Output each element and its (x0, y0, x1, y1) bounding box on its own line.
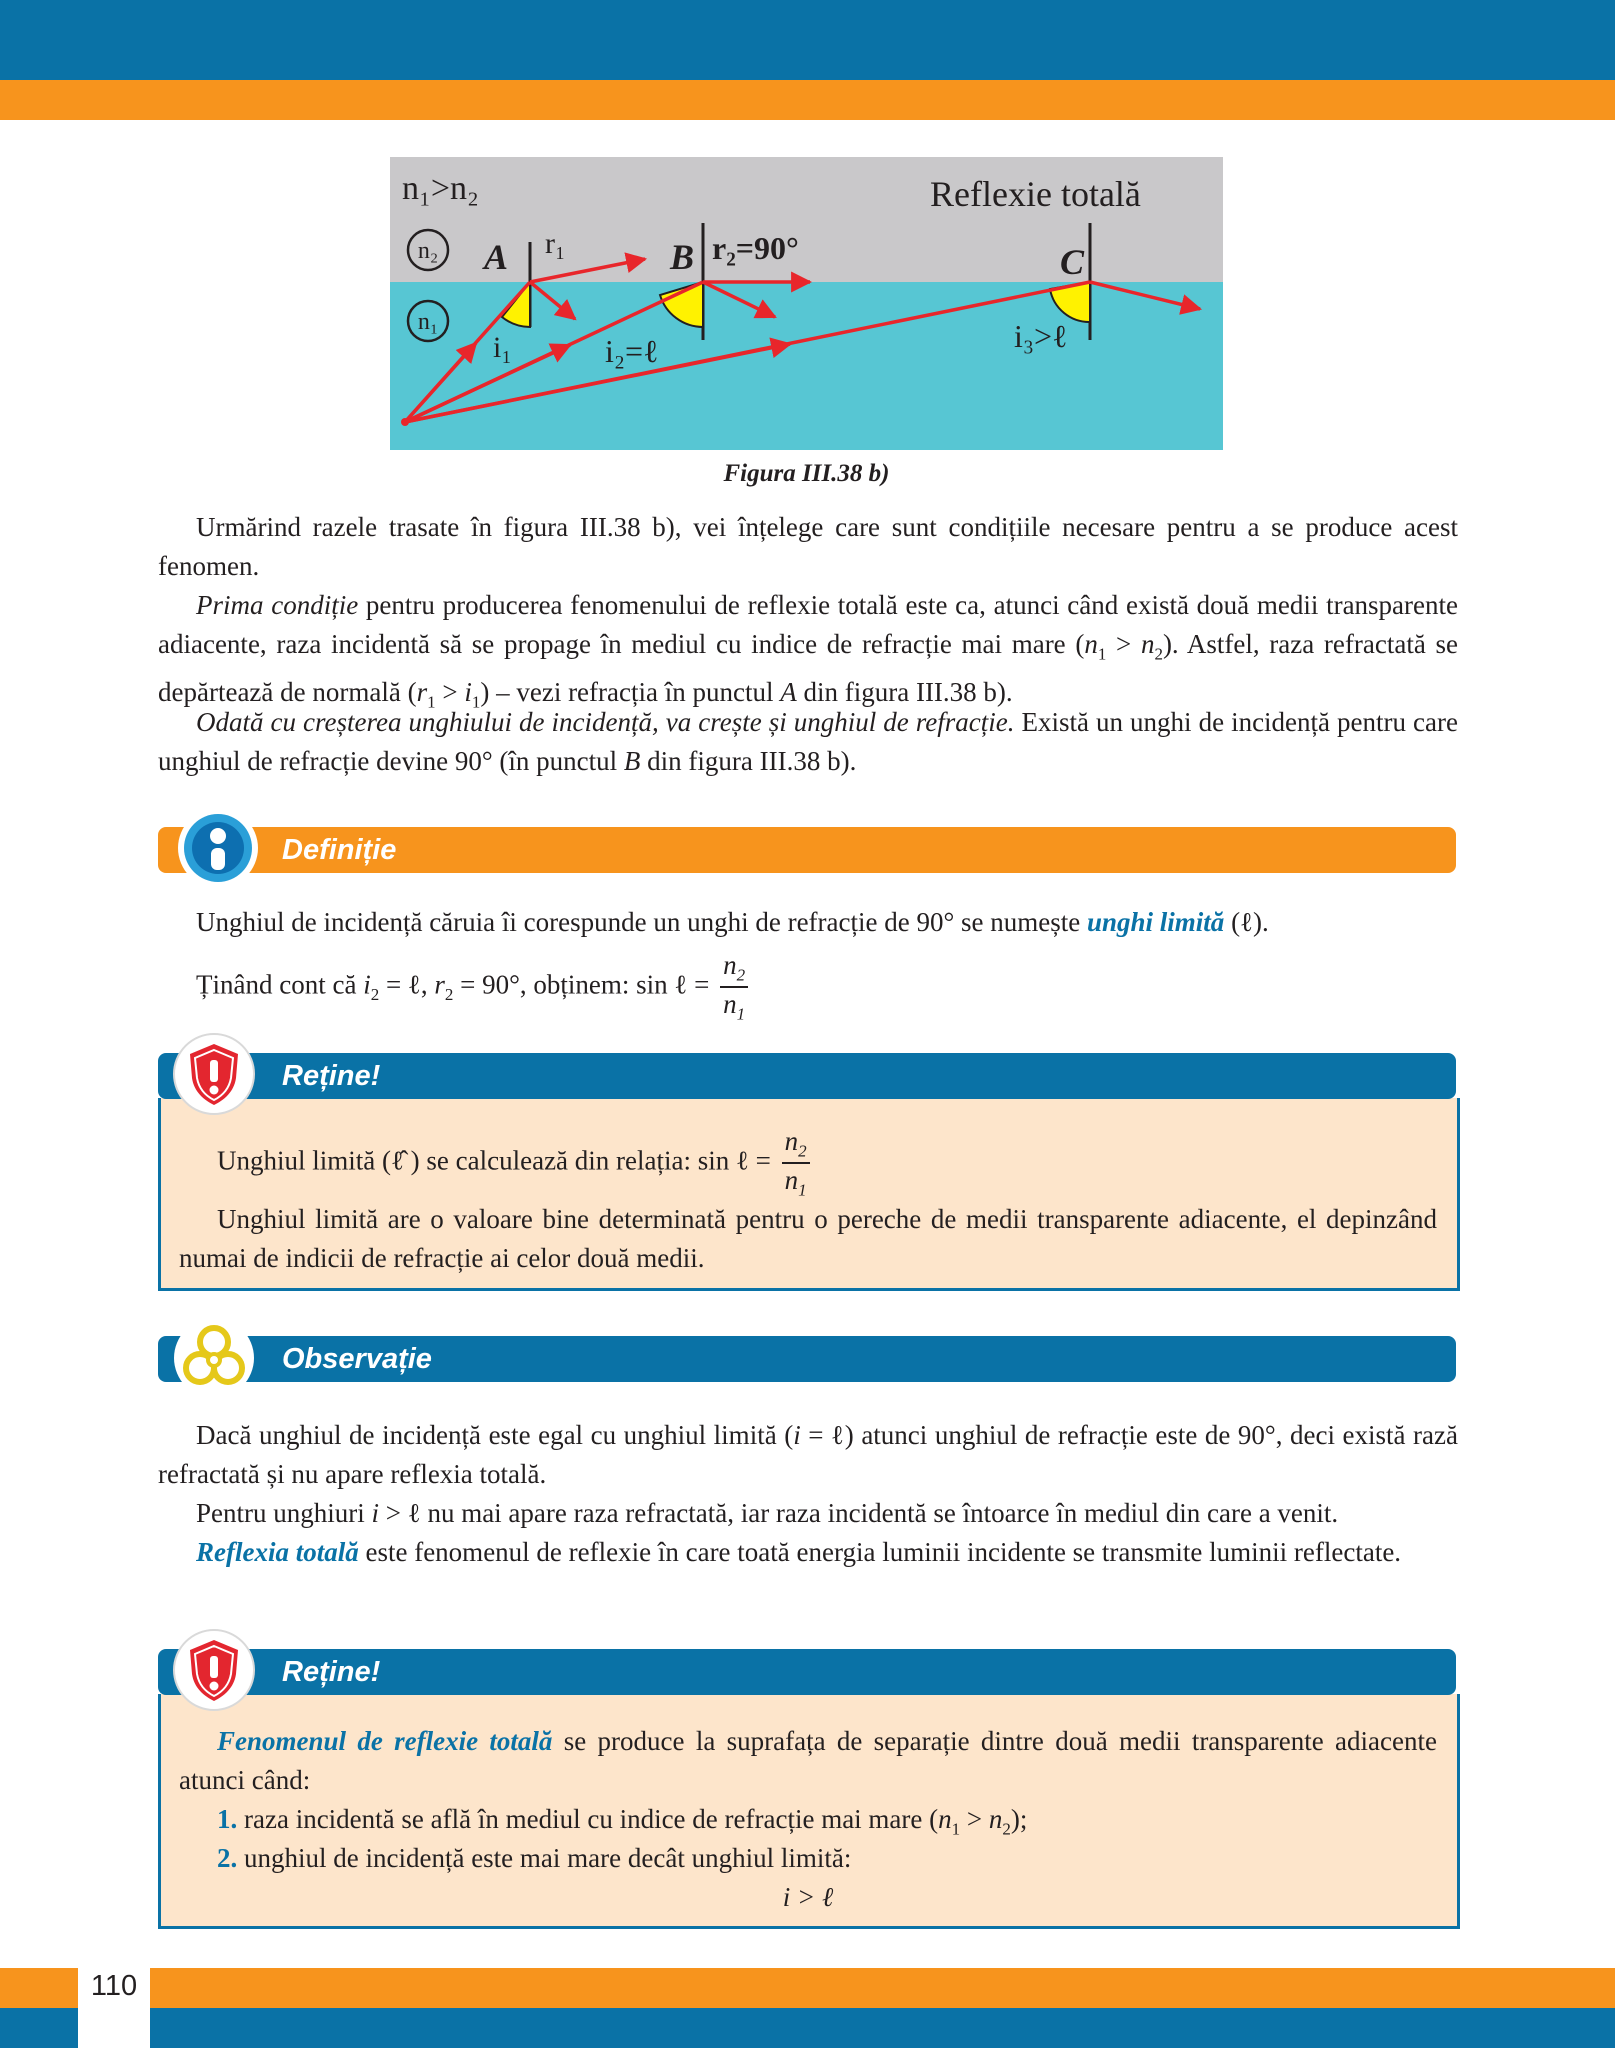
label-i1: i₁ (493, 331, 512, 364)
incidence-growth-text: Există un unghi de incidență pentru care unghiul de refracție devine 90° (în punctul (158, 707, 1458, 776)
retine2-title: Reține! (282, 1656, 381, 1688)
info-icon (176, 806, 260, 890)
label-r1: r₁ (545, 227, 566, 260)
first-condition-text: pentru producerea fenomenului de reflexie totală este ca, atunci când există două medii transparente adiacente, raza incidentă să se propage în mediul cu indice de refracție mai mare ( (158, 590, 1458, 659)
retine1-line1 (179, 1128, 1437, 1199)
retine2-header (158, 1649, 1456, 1695)
item2-number: 2. (217, 1843, 238, 1873)
retine1-header (158, 1053, 1456, 1099)
observatie-p2-b: nu mai apare raza refractată, iar raza incidentă se întoarce în mediul din care a venit. (420, 1498, 1339, 1528)
retine1-line1-text: Unghiul limită (ℓ̂ ) se calculează din relația: sin ℓ = (217, 1145, 771, 1176)
warning-shield-icon-2 (172, 1628, 256, 1712)
page-number: 110 (90, 1970, 138, 2002)
label-reflexie-totala: Reflexie totală (930, 174, 1141, 214)
definitie-title: Definiție (282, 834, 397, 866)
retine1-line2 (179, 1200, 1437, 1278)
biohazard-icon (172, 1316, 256, 1400)
formula-mid: , obținem: sin ℓ = (519, 969, 710, 1000)
label-r2: r₂=90° (712, 230, 799, 266)
item1-number: 1. (217, 1804, 238, 1834)
retine2-item2 (179, 1839, 1437, 1878)
observatie-p1-b: ) atunci unghiul de refracție este de 90°, deci există rază refractată și nu apare reflexia totală. (158, 1420, 1458, 1489)
sin-limit-fraction: $\frac{n_2}{n_1}$ (720, 952, 748, 1023)
formula-lead: Ținând cont că (196, 969, 364, 1000)
retine2-item1: 1. raza incidentă se află în mediul cu indice de refracție mai mare $(n_1 > n_2)$; (217, 1804, 1028, 1839)
observatie-p3 (158, 1533, 1458, 1572)
paragraph-first-condition: Prima condiție pentru producerea fenomenului de reflexie totală este ca, atunci când există două medii transparente adiacente, raza incidentă să se propage în mediul cu indice de refracție mai mare $(n_1 > n_2)$. Astfel, raza refractată se depărtează de normală $(r_1 > i_1)$ – vezi refracția în punctul A din figura III.38 b). (158, 590, 1458, 712)
retine1-fraction: $\frac{n_2}{n_1}$ (782, 1128, 810, 1199)
first-condition-text-c: ) – vezi refracția în punctul (480, 677, 781, 708)
observatie-p1: Dacă unghiul de incidență este egal cu unghiul limită (i = ℓ) atunci unghiul de refracție este de 90°, deci există rază refractată și nu apare reflexia totală. (158, 1420, 1458, 1489)
definitie-header (158, 827, 1456, 873)
top-header-band (0, 0, 1615, 80)
observatie-p2: Pentru unghiuri i > ℓ nu mai apare raza refractată, iar raza incidentă se întoarce în mediul din care a venit. (196, 1498, 1339, 1528)
figure-caption: Figura III.38 b) (723, 460, 890, 487)
total-reflection-figure (390, 157, 1223, 450)
item2-text: unghiul de incidență este mai mare decât unghiul limită: (237, 1843, 852, 1873)
label-C: C (1060, 242, 1085, 282)
observatie-p3-text: este fenomenul de reflexie în care toată energia luminii incidente se transmite luminii reflectate. (358, 1537, 1402, 1567)
label-B: B (670, 237, 695, 277)
label-A: A (484, 237, 509, 277)
first-condition-text-b: ). Astfel, raza refractată se depărtează de normală ( (158, 629, 1458, 708)
final-inequality: i > ℓ (782, 1882, 834, 1912)
first-condition-text-d: din figura III.38 b). (796, 677, 1013, 708)
label-n2: n₂ (417, 238, 439, 264)
reflexia-totala-term: Reflexia totală (196, 1537, 359, 1567)
incidence-growth-italic: Odată cu creșterea unghiului de incidență, va crește și unghiul de refracție. (196, 707, 1015, 737)
label-i3: i₃>ℓ (1014, 318, 1068, 354)
item1-text: raza incidentă se află în mediul cu indice de refracție mai mare ( (237, 1804, 939, 1834)
retine-box-1 (158, 1098, 1460, 1291)
label-n-relation: n₁>n₂ (402, 170, 479, 207)
bottom-footer-band (0, 2008, 1615, 2048)
bottom-accent-band (0, 1968, 1615, 2008)
incidence-growth-text-b: din figura III.38 b). (640, 746, 857, 776)
first-condition-term: Prima condiție (196, 590, 359, 620)
paragraph-incidence-growth: Odată cu creșterea unghiului de incidență, va crește și unghiul de refracție. Există un unghi de incidență pentru care unghiul de refracție devine 90° (în punctul B din figura III.38 b). (158, 707, 1458, 776)
label-i2: i₂=ℓ (605, 333, 659, 369)
observatie-p1-a: Dacă unghiul de incidență este egal cu unghiul limită ( (196, 1420, 794, 1450)
retine2-intro-text: se produce la suprafața de separație dintre două medii transparente adiacente atunci când: (179, 1726, 1437, 1795)
retine1-line2-text: Unghiul limită are o valoare bine determinată pentru o pereche de medii transparente adiacente, el depinzând numai de indicii de refracție ai celor două medii. (179, 1204, 1437, 1273)
definitie-text-a: Unghiul de incidență căruia îi corespunde un unghi de refracție de 90° se numește (196, 907, 1087, 937)
observatie-title: Observație (282, 1343, 432, 1375)
label-n1: n₁ (417, 309, 439, 335)
retine-box-2 (158, 1694, 1460, 1929)
retine2-intro (179, 1722, 1437, 1800)
warning-shield-icon (172, 1032, 256, 1116)
retine1-title: Reține! (282, 1060, 381, 1092)
observatie-p2-a: Pentru unghiuri (196, 1498, 372, 1528)
definitie-text (158, 903, 1458, 942)
top-accent-band (0, 80, 1615, 120)
unghi-limita-term: unghi limită (1087, 907, 1225, 937)
definitie-formula: Ținând cont că $i_2$ = ℓ, $r_2 = 90^\circ$, obținem: sin ℓ = $\frac{n_2}{n_1}$ (158, 952, 1458, 1023)
paragraph-intro-text: Urmărind razele trasate în figura III.38 b), vei înțelege care sunt condițiile necesare pentru a se produce acest fenomen. (158, 512, 1458, 581)
observatie-header (158, 1336, 1456, 1382)
retine2-final-formula (179, 1878, 1437, 1917)
item1-end: ); (1010, 1804, 1028, 1834)
definitie-text-b: (ℓ). (1224, 907, 1269, 937)
paragraph-intro (158, 508, 1458, 586)
fenomen-term: Fenomenul de reflexie totală (217, 1726, 553, 1756)
